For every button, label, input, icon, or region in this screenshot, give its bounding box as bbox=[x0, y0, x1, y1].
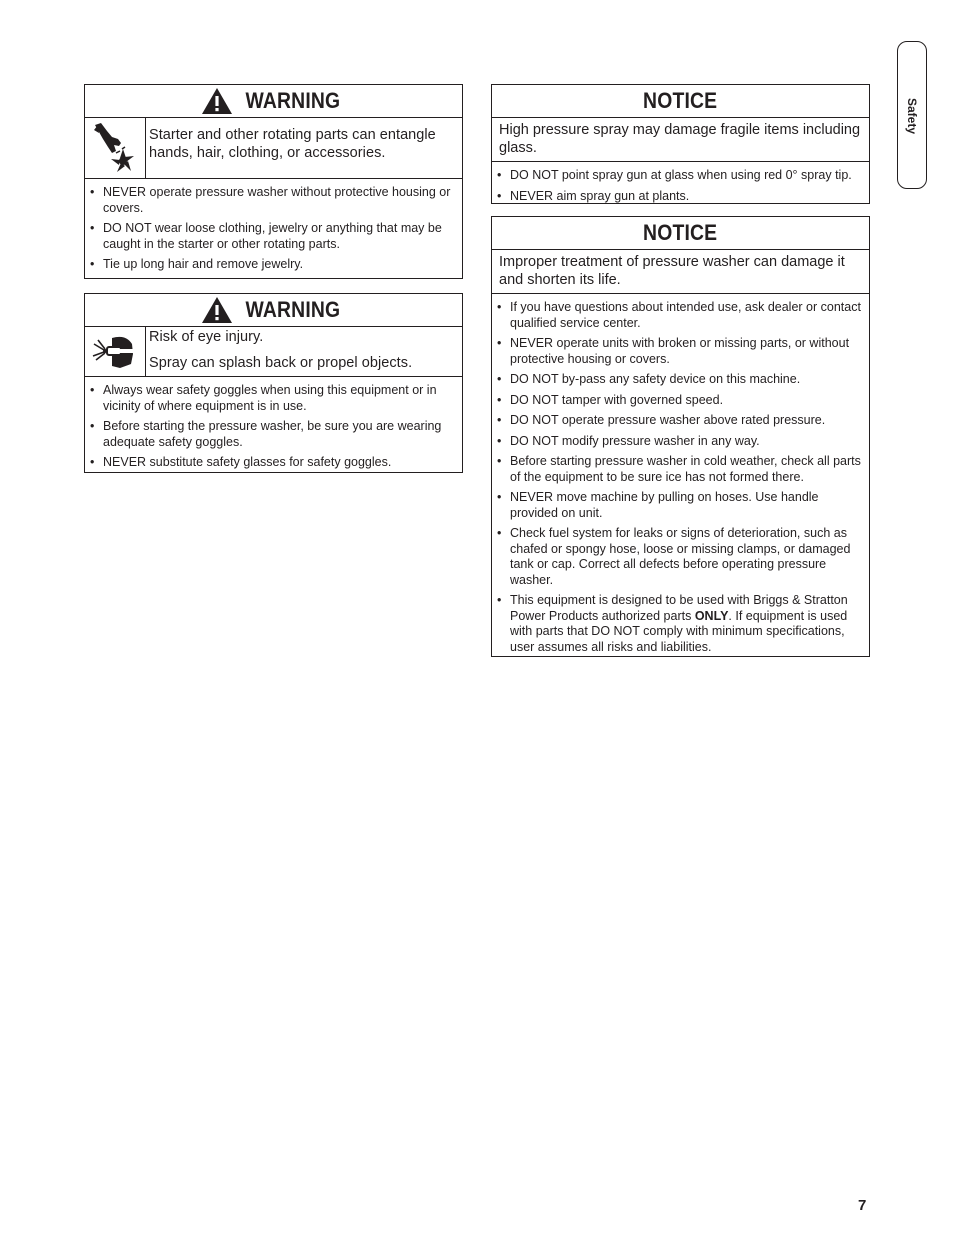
bullet-item: • NEVER operate units with broken or missing parts, or without protective housing or covers. bbox=[496, 336, 863, 367]
notice-intro: High pressure spray may damage fragile items including glass. bbox=[492, 118, 869, 162]
page-number: 7 bbox=[858, 1197, 867, 1214]
notice-header bbox=[492, 85, 869, 118]
icon-cell bbox=[85, 118, 146, 178]
notice-intro: Improper treatment of pressure washer can damage it and shorten its life. bbox=[492, 250, 869, 294]
hazard-row bbox=[85, 327, 462, 377]
bullet-text: . If equipment is used with parts that DO NOT comply with minimum specifications, user assumes all risks and liabilities. bbox=[510, 608, 848, 654]
bullet-item: • DO NOT point spray gun at glass when using red 0° spray tip. bbox=[496, 168, 863, 184]
warning-header bbox=[85, 294, 462, 327]
bullet-item: • Always wear safety goggles when using this equipment or in vicinity of where equipment is in use. bbox=[89, 383, 456, 414]
notice-title: NOTICE bbox=[643, 220, 718, 245]
warning-title: WARNING bbox=[245, 297, 340, 322]
bullet-item: • Before starting pressure washer in cold weather, check all parts of the equipment to be sure ice has not formed there. bbox=[496, 454, 863, 485]
bullet-item: • DO NOT wear loose clothing, jewelry or anything that may be caught in the starter or other rotating parts. bbox=[89, 221, 456, 252]
warning-triangle-icon bbox=[201, 296, 233, 324]
section-tab bbox=[897, 41, 927, 189]
icon-cell bbox=[85, 327, 146, 376]
bullet-item: • NEVER aim spray gun at plants. bbox=[496, 189, 863, 205]
safety-bullet-list bbox=[492, 294, 869, 661]
bullet-item: • DO NOT modify pressure washer in any way. bbox=[496, 434, 863, 450]
notice-treatment-box bbox=[491, 216, 870, 657]
hazard-line: Starter and other rotating parts can entangle hands, hair, clothing, or accessories. bbox=[149, 127, 436, 161]
hazard-line: Risk of eye injury. bbox=[149, 329, 264, 345]
bullet-item: • NEVER substitute safety glasses for safety goggles. bbox=[89, 455, 456, 471]
eye-injury-goggles-icon bbox=[90, 332, 140, 372]
bullet-item: • Tie up long hair and remove jewelry. bbox=[89, 257, 456, 273]
notice-spray-box bbox=[491, 84, 870, 204]
warning-title: WARNING bbox=[245, 88, 340, 113]
safety-bullet-list bbox=[85, 377, 462, 477]
bullet-item: • NEVER move machine by pulling on hoses. Use handle provided on unit. bbox=[496, 490, 863, 521]
bullet-item: • DO NOT tamper with governed speed. bbox=[496, 393, 863, 409]
section-tab-label: Safety bbox=[905, 97, 919, 135]
safety-bullet-list bbox=[492, 162, 869, 210]
safety-bullet-list bbox=[85, 179, 462, 279]
bullet-item: • DO NOT by-pass any safety device on this machine. bbox=[496, 372, 863, 388]
bullet-emphasis: ONLY bbox=[694, 608, 729, 623]
bullet-item: • Before starting the pressure washer, be sure you are wearing adequate safety goggles. bbox=[89, 419, 456, 450]
hazard-description bbox=[146, 327, 418, 376]
warning-rotating-parts-box bbox=[84, 84, 463, 279]
warning-triangle-icon bbox=[201, 87, 233, 115]
hazard-row bbox=[85, 118, 462, 179]
bullet-item: • NEVER operate pressure washer without protective housing or covers. bbox=[89, 185, 456, 216]
bullet-text: This equipment is designed to be used with Briggs & Stratton Power Products authorized parts bbox=[510, 593, 848, 623]
notice-title: NOTICE bbox=[643, 88, 718, 113]
bullet-item bbox=[496, 593, 863, 655]
entanglement-hand-icon bbox=[92, 121, 138, 175]
warning-header bbox=[85, 85, 462, 118]
bullet-item: • Check fuel system for leaks or signs of deterioration, such as chafed or spongy hose, loose or missing clamps, or damaged tank or cap. Correct all defects before operating pressure washer. bbox=[496, 526, 863, 588]
warning-eye-injury-box bbox=[84, 293, 463, 473]
hazard-description bbox=[146, 118, 462, 178]
bullet-item: • If you have questions about intended use, ask dealer or contact qualified service center. bbox=[496, 300, 863, 331]
hazard-line: Spray can splash back or propel objects. bbox=[149, 355, 413, 371]
notice-header bbox=[492, 217, 869, 250]
bullet-item: • DO NOT operate pressure washer above rated pressure. bbox=[496, 413, 863, 429]
